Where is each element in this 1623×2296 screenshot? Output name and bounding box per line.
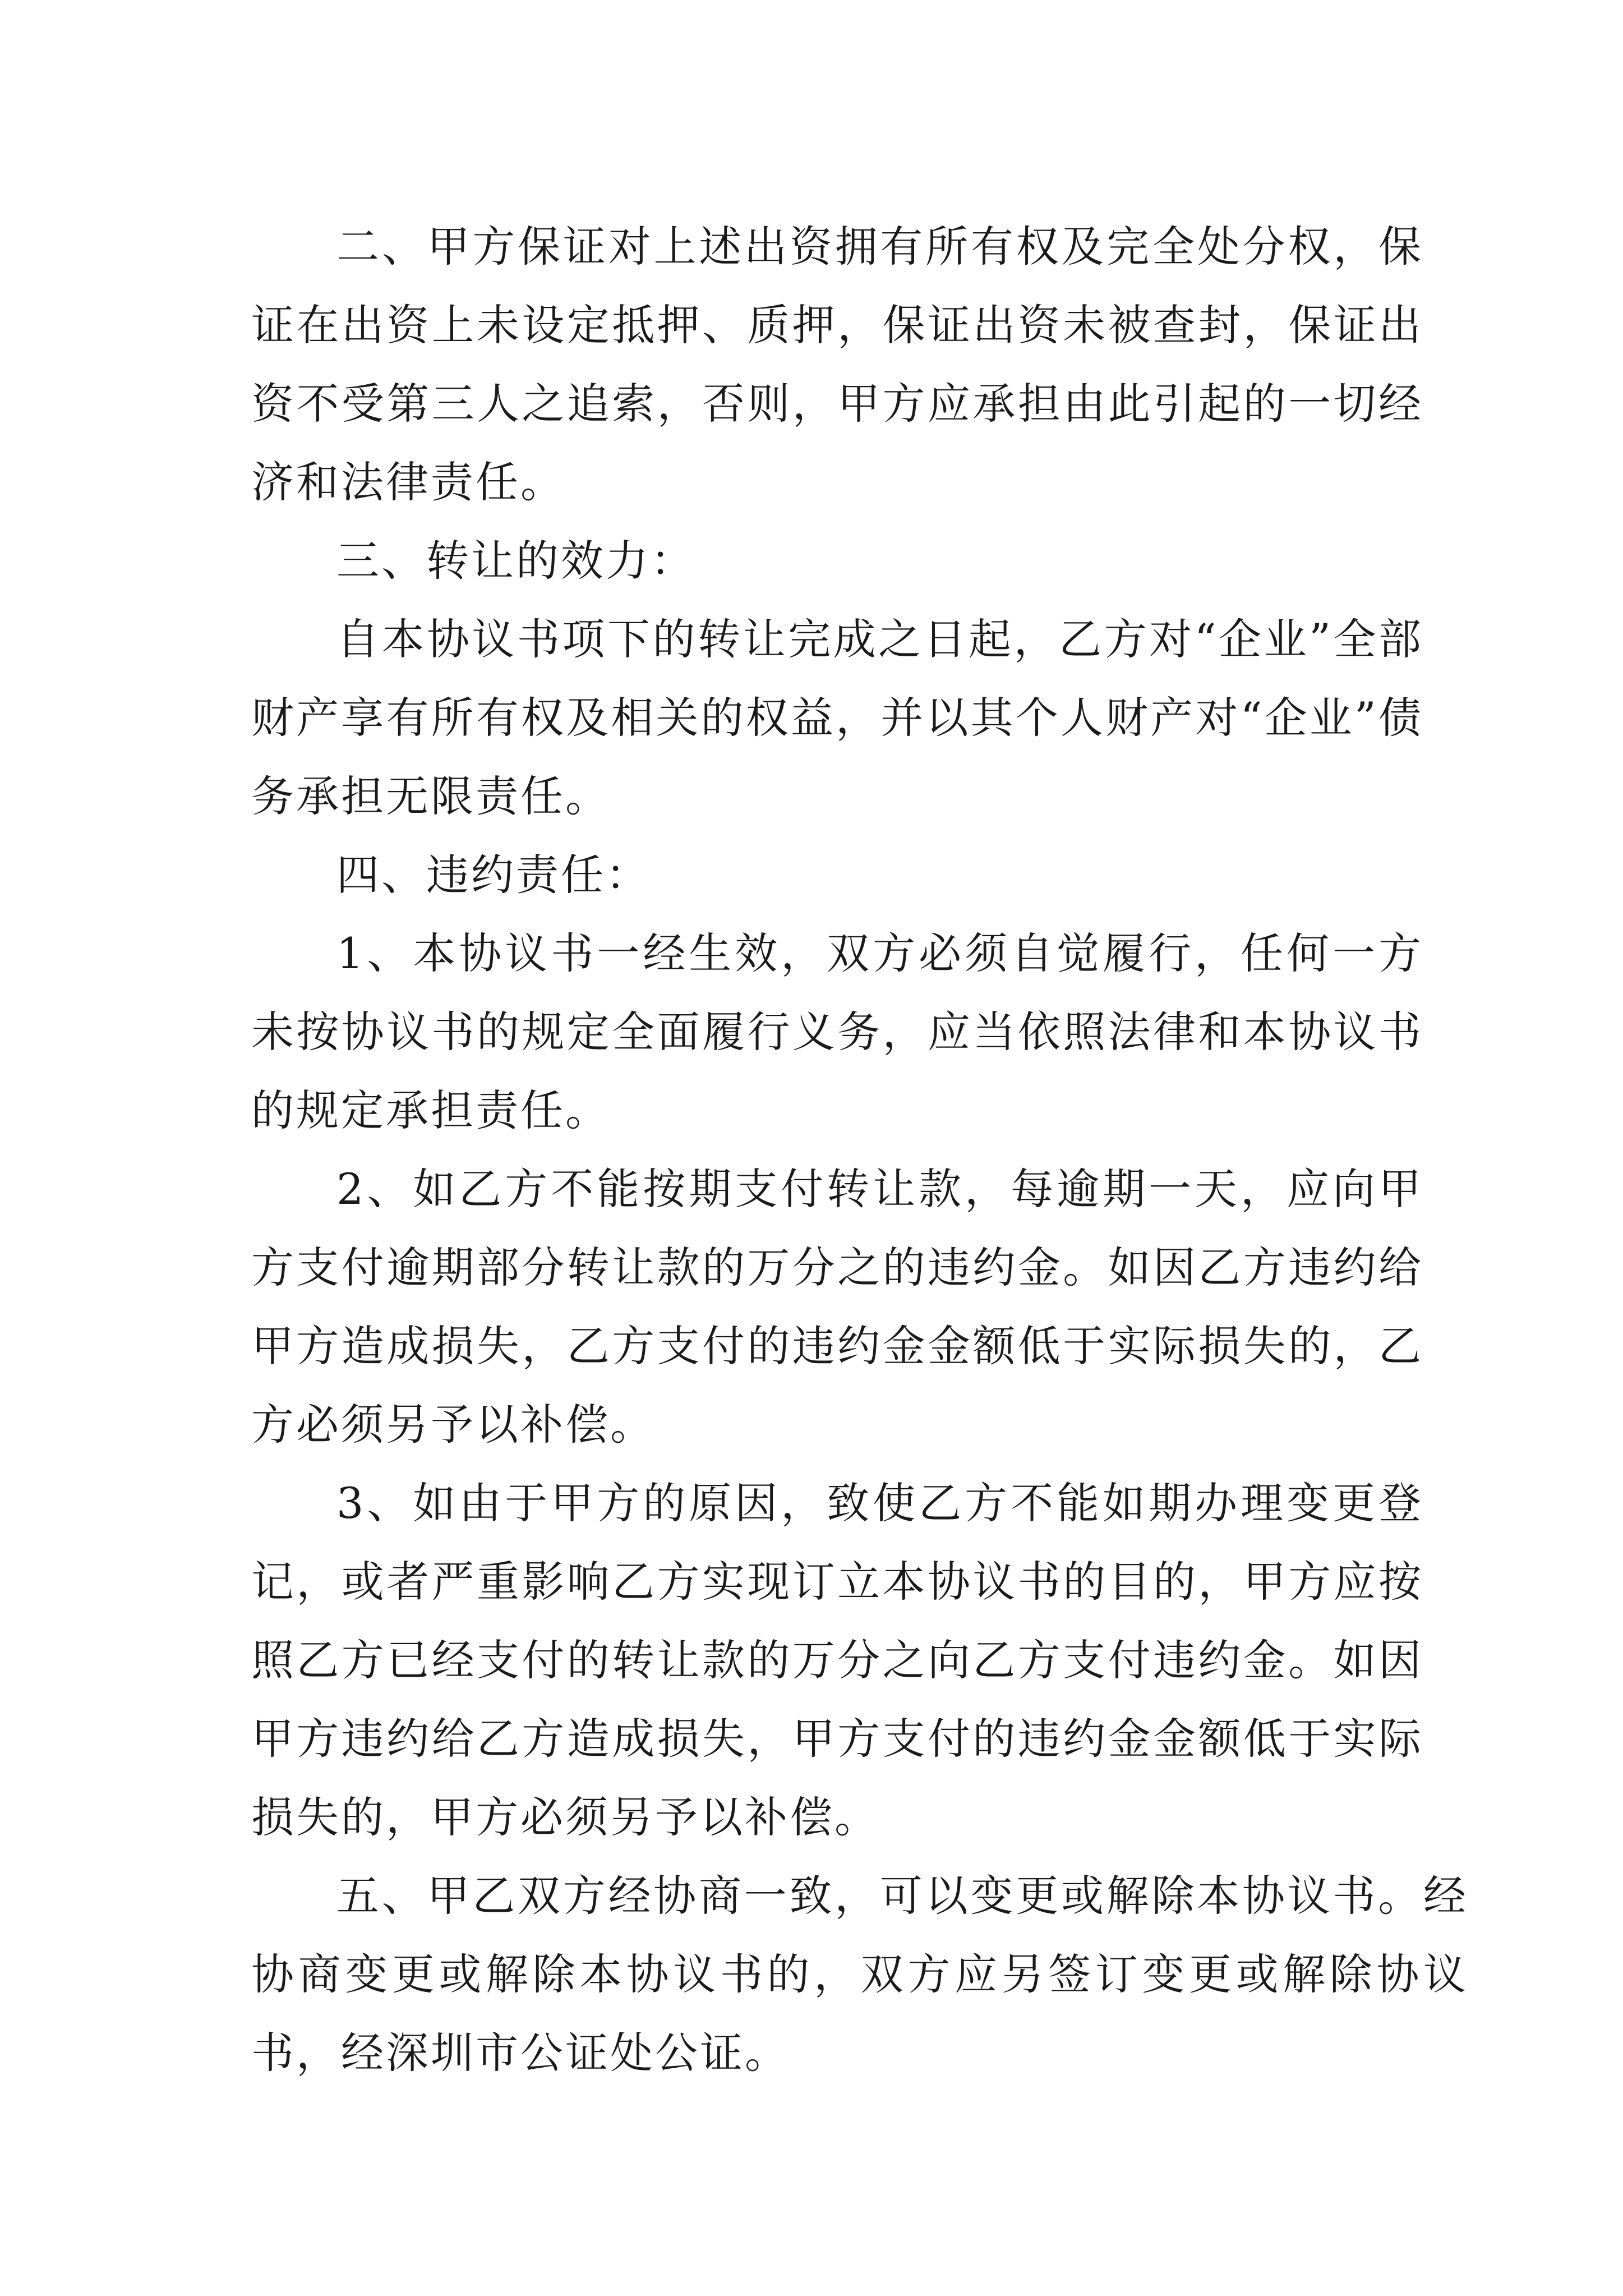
paragraph-heading-effect: 三、转让的效力： xyxy=(336,536,695,586)
paragraph-effect: 自本协议书项下的转让完成之日起，乙方对“企业”全部财产享有所有权及相关的权益，并以其个人财产对“企业”债务承担无限责任。 xyxy=(251,614,1423,821)
paragraph-liability-3: 3、如由于甲方的原因，致使乙方不能如期办理变更登记，或者严重影响乙方实现订立本协议书的目的，甲方应按照乙方已经支付的转让款的万分之向乙方支付违约金。如因甲方违约给乙方造成损失，甲方支付的违约金金额低于实际损失的，甲方必须另予以补偿。 xyxy=(251,1478,1423,1842)
paragraph-liability-1: 1、本协议书一经生效，双方必须自觉履行，任何一方未按协议书的规定全面履行义务，应当依照法律和本协议书的规定承担责任。 xyxy=(251,928,1423,1135)
paragraph-liability-2: 2、如乙方不能按期支付转让款，每逾期一天，应向甲方支付逾期部分转让款的万分之的违约金。如因乙方违约给甲方造成损失，乙方支付的违约金金额低于实际损失的，乙方必须另予以补偿。 xyxy=(251,1164,1423,1450)
paragraph-amendment: 五、甲乙双方经协商一致，可以变更或解除本协议书。经协商变更或解除本协议书的，双方应另签订变更或解除协议书，经深圳市公证处公证。 xyxy=(251,1871,1468,2078)
document-body xyxy=(251,208,1468,2092)
paragraph-warranty: 二、甲方保证对上述出资拥有所有权及完全处分权，保证在出资上未设定抵押、质押，保证出资未被查封，保证出资不受第三人之追索，否则，甲方应承担由此引起的一切经济和法律责任。 xyxy=(251,222,1423,507)
paragraph-heading-liability: 四、违约责任： xyxy=(336,850,651,900)
